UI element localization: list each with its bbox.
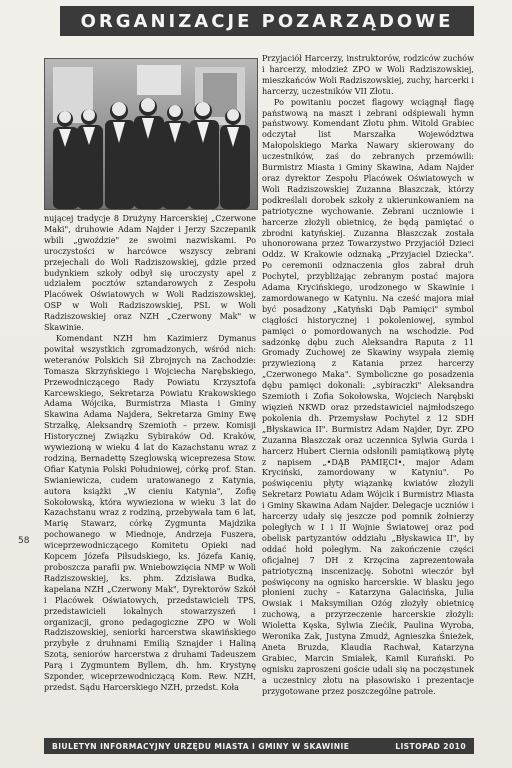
- paragraph: Przyjaciół Harcerzy, instruktorów, rodziców zuchów i harcerzy, młodzież ZPO w Woli Radziszowskiej, mieszkańców Woli Radziszowskiej, zuchy, harcerki i harcerzy, uczestników VII Złotu.: [262, 54, 474, 96]
- page-number: 58: [18, 536, 30, 546]
- publication-name: BIULETYN INFORMACYJNY URZĘDU MIASTA I GMINY W SKAWINIE: [52, 741, 350, 751]
- issue-date: LISTOPAD 2010: [395, 741, 466, 751]
- left-column-text: [44, 214, 256, 734]
- paragraph: nującej tradycje 8 Drużyny Harcerskiej „Czerwone Maki", druhowie Adam Najder i Jerzy Szczepanik wbili „gwoździe" ze swoimi nazwiskami. Po uroczystości w harcówce wszyscy zebrani przejechali do Woli Radziszowskiej, gdzie przed budynkiem szkoły odbył się uroczysty apel z udziałem pocztów sztandarowych z Zespołu Placówek Oświatowych w Woli Radziszowskiej, OSP w Woli Radziszowskiej, PSL w Woli Radziszowskiej oraz NZH „Czerwony Mak" w Skawinie.: [44, 214, 256, 333]
- footer: [44, 738, 474, 754]
- right-column-text: [262, 54, 474, 734]
- event-photo: [44, 58, 258, 210]
- paragraph: Komendant NZH hm Kazimierz Dymanus powitał wszystkich zgromadzonych, wśród nich: weteranów Polskich Sił Zbrojnych na Zachodzie: Tomasza Skrzyńskiego i Wojciecha Narębskiego, Przewodniczącego Rady Powiatu Krzysztofa Karcewskiego, Sekretarza Powiatu Krakowskiego Adama Wójcika, Burmistrza Miasta i Gminy Skawina Adama Najdera, Sekretarza Gminy Ewę Strzałkę, Aleksandrę Szemioth – przew. Komisji Historycznej Związku Sybiraków Od. Kraków, wywiezioną w wieku 4 lat do Kazachstanu wraz z rodziną, Bernadettę Szeglowską wiceprezesa Stow. Ofiar Katynia Polski Południowej, córkę prof. Stan. Swianiewicza, cudem uratowanego z Katynia, autora książki „W cieniu Katynia", Zofię Sokołowską, która wywieziona w wieku 3 lat do Kazachstanu wraz z rodziną, przebywała tam 6 lat, Marię Stawarz, córkę Zygmunta Majdzika pochowanego w Miednoje, Andrzeja Fuszera, wiceprzewodniczącego Komitetu Opieki nad Kopcem Józefa Piłsudskiego, ks. Józefa Kanię, proboszcza parafii pw. Wniebowzięcia NMP w Woli Radziszowskiej, ks. phm. Zdzisława Budka, kapelana NZH „Czerwony Mak", Dyrektorów Szkół i Placówek Oświatowych, przedstawicieli TPS, przedstawicieli lokalnych stowarzyszeń i organizacji, grono pedagogiczne ZPO w Woli Radziszowskiej, seniorki harcerstwa skawińskiego przybyłe z druhnami Emilią Sznajder i Haliną Szotą, seniorów harcerstwa z druhami Tadeuszem Parą i Zygmuntem Byllem, dh. hm. Krystynę Szponder, wiceprzewodniczącą Kom. Rew. NZH, przedst. Sądu Harcerskiego NZH, przedst. Koła: [44, 333, 256, 692]
- section-header: [60, 6, 474, 36]
- section-title: ORGANIZACJE POZARZĄDOWE: [80, 10, 454, 32]
- paragraph: Po powitaniu poczet flagowy wciągnął flagę państwową na maszt i zebrani odśpiewali hymn państwowy. Komendant Złotu phm. Witold Grabiec odczytał list Marszałka Województwa Małopolskiego Marka Nawary skierowany do uczestników, zaś do zebranych przemówili: Burmistrz Miasta i Gminy Skawina, Adam Najder oraz dyrektor Zespołu Placówek Oświatowych w Woli Radziszowskiej Zuzanna Błaszczak, którzy podkreślali dorobek szkoły z ukierunkowaniem na patriotyczne wychowanie. Zebrani uczniowie i harcerze złożyli obietnicę, że będą pamiętać o zbrodni katyńskiej. Zuzanna Błaszczak została uhonorowana przez Towarzystwo Przyjaciół Dzieci Oddz. W Krakowie odznaką „Przyjaciel Dziecka". Po ceremonii odznaczenia głos zabrał druh Pochytel, przybliżając zebranym postać majora Adama Krycińskiego, urodzonego w Skawinie i zamordowanego w Katyniu. Na cześć majora miał być posadzony „Katyński Dąb Pamięci" symbol ciągłości historycznej i pokoleniowej, symbol pamięci o pomordowanych na wschodzie. Pod sadzonkę dębu zuch Aleksandra Raputa z 11 Gromady Zuchowej ze Skawiny wsypała ziemię przywiezioną z Katania przez harcerzy „Czerwonego Maka". Symboliczne go posadzenia dębu pamięci dokonali: „sybiraczki" Aleksandra Szemioth i Zofia Sokołowska, Wojciech Narębski więzień NKWD oraz przedstawiciel najmłodszego pokolenia dh. Przemysław Pochytel z 12 SDH „Błyskawica II". Burmistrz Adam Najder, Dyr. ZPO Zuzanna Błaszczak oraz uczennica Sylwia Gurda i harcerz Hubert Ciernia odsłonili pamiątkową płytę z napisem „•DĄB PAMIĘCI•, major Adam Kryciński, zamordowany w Katyniu". Po poświęceniu płyty wiązankę kwiatów złożyli Sekretarz Powiatu Adam Wójcik i Burmistrz Miasta i Gminy Skawina Adam Najder. Delegacje uczniów i harcerzy udały się jeszcze pod pomnik żołnierzy poległych w I i II Wojnie Światowej oraz pod obelisk partyzantów oddziału „Błyskawica II", by oddać hołd poległym. Na zakończenie części oficjalnej 7 DH z Krzęcina zaprezentowała patriotyczną inscenizację. Sobotni wieczór był poświęcony na ognisko harcerskie. W blasku jego płonieni zuchy – Katarzyna Galacińska, Julia Owsiak i Maksymilian Ożóg złożyły obietnicę zuchową, a przyrzeczenie harcerskie złożyli: Wioletta Kęska, Sylwia Ziećik, Paulina Wyroba, Weronika Zak, Justyna Zmudź, Agnieszka Śnieżek, Aneta Bruzda, Klaudia Rachwał, Katarzyna Grabiec, Marcin Smiałek, Kamil Kurański. Po ognisku zaproszeni goście udali się na poczęstunek a uczestnicy złotu na płasowisko i prezentacje przygotowane przez poszczególne patrole.: [262, 97, 474, 696]
- group-photo-illustration: [45, 59, 257, 209]
